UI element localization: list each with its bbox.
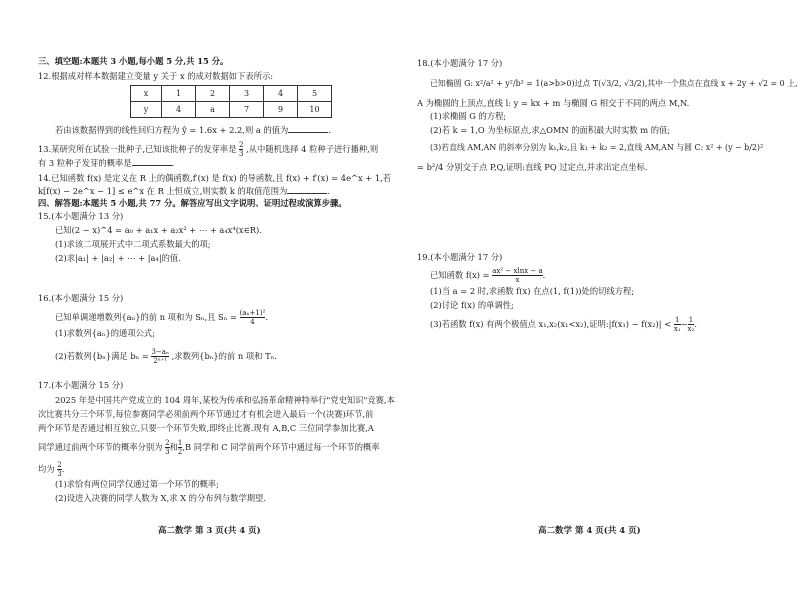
fraction-denominator: 3	[57, 470, 62, 478]
table-cell: x	[131, 86, 162, 102]
question-19-heading: 19.(本小题满分 17 分)	[417, 252, 503, 262]
question-16-part1: (1)求数列{aₙ}的通项公式;	[55, 328, 156, 338]
fraction-denominator: x₁	[673, 325, 681, 333]
question-17-text: 同学通过前两个环节的概率分别为	[38, 442, 163, 452]
question-14-line1: 14.已知函数 f(x) 是定义在 R 上的偶函数,f′(x) 是 f(x) 的导函数,且 f(x) + f′(x) = 4e^x + 1,若	[38, 173, 392, 183]
table-cell: 3	[230, 86, 264, 102]
question-19-part2: (2)讨论 f(x) 的单调性;	[430, 300, 514, 310]
table-row-y	[131, 102, 332, 118]
question-18-part1: (1)求椭圆 G 的方程;	[430, 111, 507, 121]
question-13-text-cont: ,从中随机选择 4 粒种子进行播种,则	[246, 144, 379, 154]
question-19-stem: 已知函数 f(x) = $\frac{\text{ax² − xlnx − a}}{x}$ .	[430, 267, 546, 284]
question-17-text: 均为	[38, 464, 55, 474]
question-18-heading: 18.(本小题满分 17 分)	[417, 58, 503, 68]
fraction-numerator: 1	[688, 316, 694, 324]
question-12-text: 若由该数据得到的线性回归方程为 ŷ = 1.6x + 2.2,则 a 的值为	[55, 125, 289, 135]
fraction-denominator: 2	[177, 448, 183, 456]
question-19-part3-text: (3)若函数 f(x) 有两个极值点 x₁,x₂(x₁<x₂),证明:|f(x₁) − f(x₂)| <	[430, 319, 672, 329]
question-16-stem: 已知单调递增数列{aₙ}的前 n 项和为 Sₙ,且 Sₙ = $\frac{\text{(aₙ+1)²}}{4}$ .	[55, 309, 268, 326]
question-19-part1: (1)当 a = 2 时,求函数 f(x) 在点(1, f(1))处的切线方程;	[430, 286, 635, 296]
question-18-part3-line2: = b²/4 分别交于点 P,Q,证明:直线 PQ 过定点,并求出定点坐标.	[417, 162, 648, 172]
period: .	[694, 319, 697, 329]
page-footer: 高二数学 第 4 页(共 4 页)	[538, 526, 641, 536]
table-cell: 9	[264, 102, 298, 118]
question-17-text-line1: 2025 年是中国共产党成立的 104 周年,某校为传承和弘扬革命精神特举行"党史知识"竞赛,本	[55, 395, 395, 405]
fraction	[239, 141, 243, 158]
fraction-numerator: (aₙ+1)²	[239, 309, 266, 317]
question-13-prompt: 有 3 粒种子发芽的概率是	[38, 158, 132, 168]
question-17-text-cont: ,B 同学和 C 同学前两个环节中通过每一个环节的概率	[182, 442, 380, 452]
question-16-text: 已知单调递增数列{aₙ}的前 n 项和为 Sₙ,且 Sₙ =	[55, 312, 237, 322]
table-cell: 2	[196, 86, 230, 102]
question-18-part3-line1: (3)若直线 AM,AN 的斜率分别为 k₁,k₂,且 k₁ + k₂ = 2,直线 AM,AN 与圆 C: x² + (y − b/2)²	[430, 143, 764, 152]
fraction-denominator: 4	[250, 318, 255, 326]
question-18-stem-line1: 已知椭圆 G: x²/a² + y²/b² = 1(a>b>0)过点 T(√3/2, √3/2),其中一个焦点在直线 x + 2y + √2 = 0 上,	[430, 79, 798, 88]
answer-blank	[288, 124, 328, 133]
table-cell: 4	[264, 86, 298, 102]
question-13-line1	[38, 141, 378, 158]
fraction-numerator: 2	[165, 439, 170, 447]
answer-blank	[132, 157, 172, 166]
question-17-text-line4	[38, 439, 380, 456]
question-18-stem-line2: A 为椭圆的上顶点,直线 l: y = kx + m 与椭圆 G 相交于不同的两点 M,N.	[417, 98, 690, 108]
question-19-text: 已知函数 f(x) =	[430, 270, 490, 280]
question-15-heading: 15.(本小题满分 13 分)	[38, 211, 124, 221]
question-12-stem: 12.根据成对样本数据建立变量 y 关于 x 的成对数据如下表所示:	[38, 71, 274, 81]
question-17-heading: 17.(本小题满分 15 分)	[38, 380, 124, 390]
table-cell: 4	[162, 102, 196, 118]
fraction	[57, 461, 61, 478]
right-page	[400, 0, 800, 614]
fraction-numerator: 2	[239, 141, 244, 149]
fraction	[240, 309, 266, 326]
minus-sign: −	[680, 319, 688, 329]
fraction	[492, 267, 542, 284]
question-17-text-line5: 均为 $\frac{2}{3}$ .	[38, 461, 65, 478]
question-17-part2: (2)设进入决赛的同学人数为 X,求 X 的分布列与数学期望.	[55, 493, 266, 503]
question-17-part1: (1)求恰有两位同学仅通过第一个环节的概率;	[55, 479, 219, 489]
question-17-text-line2: 次比赛共分三个环节,每位参赛同学必须前两个环节通过才有机会进入最后一个(决赛)环节,前	[38, 409, 374, 419]
table-cell: 7	[230, 102, 264, 118]
answer-blank	[287, 185, 327, 194]
fraction-denominator: 2ⁿ⁺¹	[153, 357, 168, 365]
question-17-text-line3: 两个环节是否通过相互独立,只要一个环节失败,即终止比赛.现有 A,B,C 三位同学参加比赛,A	[38, 423, 374, 433]
table-cell: 10	[298, 102, 332, 118]
question-14-line2: k[f(x) − 2e^x − 1] ≤ e^x 在 R 上恒成立,则实数 k 的取值范围为 .	[38, 186, 330, 196]
question-15-stem: 已知(2 − x)^4 = a₀ + a₁x + a₂x² + ⋯ + a₄x⁴(x∈R).	[55, 225, 262, 235]
question-14-prompt: k[f(x) − 2e^x − 1] ≤ e^x 在 R 上恒成立,则实数 k 的取值范围为	[38, 186, 288, 196]
fraction-numerator: 1	[177, 439, 183, 447]
fraction-denominator: 3	[165, 448, 170, 456]
question-15-part1: (1)求该二项展开式中二项式系数最大的项;	[55, 239, 211, 249]
fraction-denominator: 3	[239, 150, 244, 158]
table-cell: a	[196, 102, 230, 118]
question-19-part3	[430, 316, 697, 333]
table-cell: y	[131, 102, 162, 118]
fraction-numerator: 1	[674, 316, 680, 324]
fraction-denominator: x₂	[687, 325, 695, 333]
question-16-part2-text-cont: ,求数列{bₙ}的前 n 项和 Tₙ.	[171, 351, 277, 361]
question-15-part2: (2)求|a₁| + |a₂| + ⋯ + |a₄|的值.	[55, 253, 181, 263]
fraction-numerator: 2	[57, 461, 62, 469]
question-13-text: 13.某研究所在试验一批种子,已知该批种子的发芽率是	[38, 144, 237, 154]
conjunction: 和	[169, 442, 178, 452]
fraction-denominator: x	[515, 276, 520, 284]
question-18-part2: (2)若 k = 1,O 为坐标原点,求△OMN 的面积最大时实数 m 的值;	[430, 125, 671, 135]
page-footer: 高二数学 第 3 页(共 4 页)	[158, 526, 261, 536]
question-16-part2	[55, 348, 277, 365]
section-fill-blank-heading: 三、填空题:本题共 3 小题,每小题 5 分,共 15 分。	[38, 56, 229, 66]
table-row-x	[131, 86, 332, 102]
fraction	[151, 348, 169, 365]
table-cell: 1	[162, 86, 196, 102]
data-table	[130, 85, 332, 118]
table-cell: 5	[298, 86, 332, 102]
fraction-numerator: ax² − xlnx − a	[492, 267, 543, 275]
question-12-prompt: 若由该数据得到的线性回归方程为 ŷ = 1.6x + 2.2,则 a 的值为 .	[55, 125, 331, 135]
question-13-line2: 有 3 粒种子发芽的概率是 .	[38, 158, 175, 168]
section-answer-heading: 四、解答题:本题共 5 小题,共 77 分。解答应写出文字说明、证明过程或演算步骤。	[38, 198, 347, 208]
fraction-numerator: 3−aₙ	[151, 348, 169, 356]
question-16-part2-text: (2)若数列{bₙ}满足 bₙ =	[55, 351, 149, 361]
question-16-heading: 16.(本小题满分 15 分)	[38, 293, 124, 303]
fraction	[674, 316, 681, 333]
